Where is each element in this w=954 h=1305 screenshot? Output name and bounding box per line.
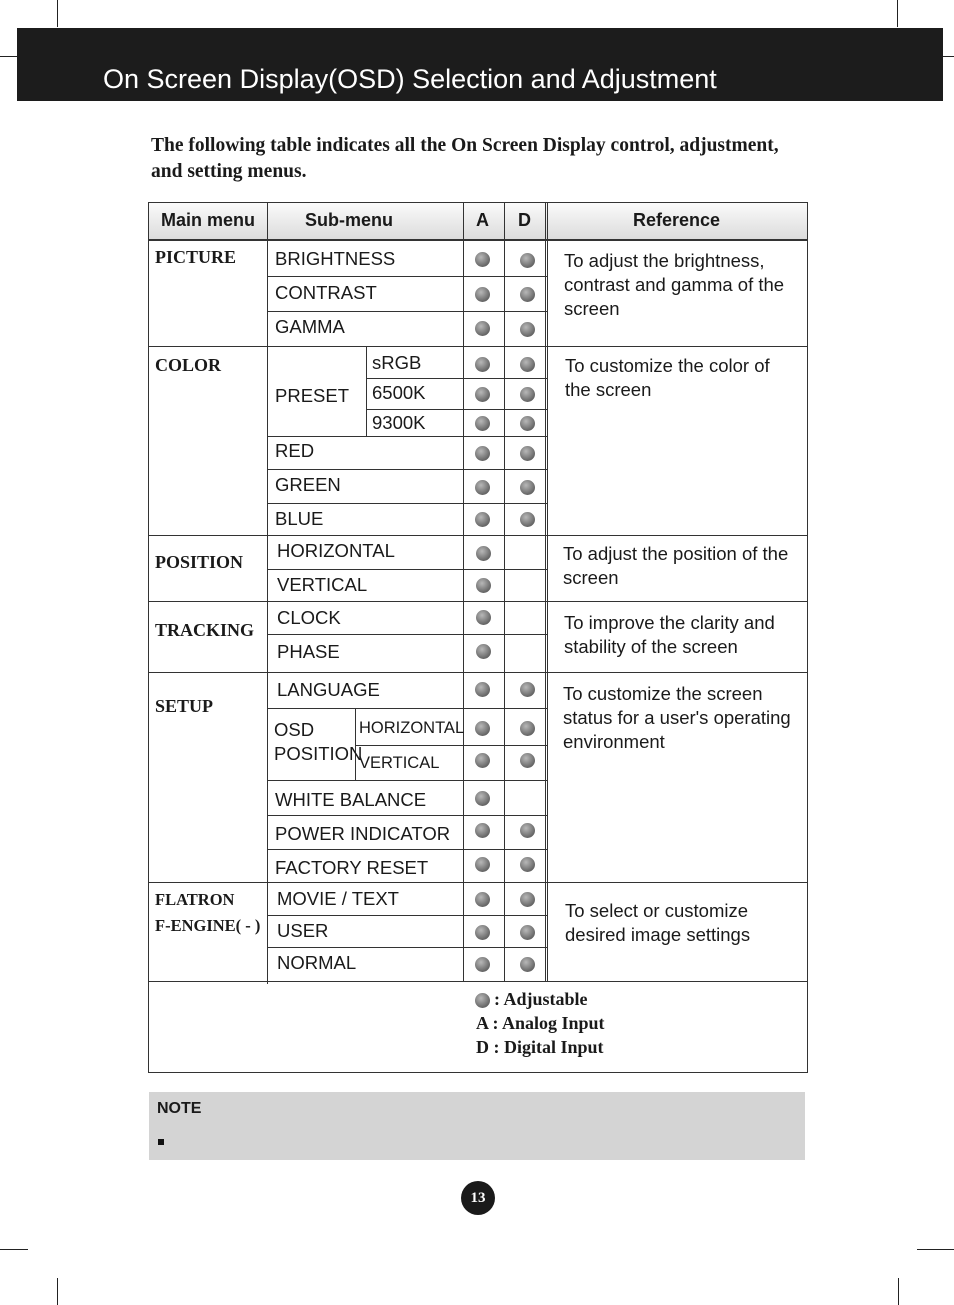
adjustable-dot <box>475 823 490 838</box>
adjustable-dot <box>520 925 535 940</box>
page-number: 13 <box>461 1181 495 1215</box>
col-line <box>547 202 548 982</box>
header-d: D <box>518 210 531 230</box>
col-line <box>463 202 464 982</box>
adjustable-dot <box>475 721 490 736</box>
submenu-movie-text: MOVIE / TEXT <box>277 888 399 909</box>
adjustable-dot <box>520 753 535 768</box>
section-rule <box>148 981 808 982</box>
adjustable-dot <box>475 925 490 940</box>
note-bullet <box>158 1139 164 1145</box>
section-rule <box>148 535 808 536</box>
row-rule <box>267 708 547 709</box>
section-rule <box>148 346 808 347</box>
submenu-osd-horizontal: HORIZONTAL <box>359 719 465 737</box>
row-rule <box>267 915 547 916</box>
row-rule <box>267 634 547 635</box>
main-menu-color: COLOR <box>155 355 222 375</box>
submenu-vertical: VERTICAL <box>277 574 368 595</box>
submenu-brightness: BRIGHTNESS <box>275 248 396 269</box>
col-line <box>366 346 367 436</box>
submenu-user: USER <box>277 920 329 941</box>
legend-digital: D : Digital Input <box>476 1037 604 1057</box>
legend-dot-icon <box>475 993 490 1008</box>
adjustable-dot <box>475 446 490 461</box>
submenu-contrast: CONTRAST <box>275 282 377 303</box>
main-menu-tracking: TRACKING <box>155 620 255 640</box>
submenu-srgb: sRGB <box>372 352 422 373</box>
adjustable-dot <box>475 753 490 768</box>
adjustable-dot <box>520 480 535 495</box>
crop-mark <box>897 0 898 27</box>
crop-mark <box>917 1249 954 1250</box>
col-line <box>267 202 268 984</box>
table-border <box>148 202 149 1073</box>
section-rule <box>148 672 808 673</box>
reference-position: To adjust the position of the screen <box>563 543 789 588</box>
reference-color: To customize the color of the screen <box>565 355 770 400</box>
submenu-osd: OSD <box>274 719 315 740</box>
section-rule <box>148 882 808 883</box>
main-menu-fengine: F-ENGINE( - ) <box>155 916 261 935</box>
adjustable-dot <box>475 512 490 527</box>
adjustable-dot <box>475 252 490 267</box>
submenu-clock: CLOCK <box>277 607 341 628</box>
adjustable-dot <box>520 823 535 838</box>
crop-mark <box>0 56 17 57</box>
row-rule <box>355 745 547 746</box>
header-rule <box>148 239 808 241</box>
intro-text: The following table indicates all the On Screen Display control, adjustment, and setting menus. <box>151 135 779 182</box>
note-title: NOTE <box>157 1100 202 1117</box>
submenu-9300k: 9300K <box>372 412 426 433</box>
adjustable-dot <box>520 416 535 431</box>
adjustable-dot <box>475 957 490 972</box>
row-rule <box>267 436 547 437</box>
adjustable-dot <box>475 480 490 495</box>
note-box <box>149 1092 805 1160</box>
main-menu-position: POSITION <box>155 552 244 572</box>
adjustable-dot <box>520 892 535 907</box>
header-a: A <box>476 210 489 230</box>
adjustable-dot <box>475 416 490 431</box>
adjustable-dot <box>520 721 535 736</box>
main-menu-setup: SETUP <box>155 696 214 716</box>
adjustable-dot <box>475 682 490 697</box>
main-menu-picture: PICTURE <box>155 247 237 267</box>
row-rule <box>267 276 547 277</box>
adjustable-dot <box>475 287 490 302</box>
submenu-osd-vertical: VERTICAL <box>359 754 440 772</box>
submenu-factory-reset: FACTORY RESET <box>275 857 429 878</box>
adjustable-dot <box>520 322 535 337</box>
crop-mark <box>57 0 58 27</box>
crop-mark <box>943 56 954 57</box>
reference-fengine: To select or customize desired image settings <box>565 900 751 945</box>
adjustable-dot <box>475 387 490 402</box>
submenu-preset: PRESET <box>275 385 350 406</box>
row-rule <box>366 378 547 379</box>
crop-mark <box>898 1278 899 1305</box>
submenu-power-indicator: POWER INDICATOR <box>275 823 451 844</box>
submenu-white-balance: WHITE BALANCE <box>275 789 427 810</box>
adjustable-dot <box>520 446 535 461</box>
adjustable-dot <box>476 644 491 659</box>
row-rule <box>267 849 547 850</box>
adjustable-dot <box>520 387 535 402</box>
adjustable-dot <box>520 957 535 972</box>
submenu-red: RED <box>275 440 315 461</box>
row-rule <box>267 311 547 312</box>
adjustable-dot <box>476 610 491 625</box>
main-menu-flatron: FLATRON <box>155 890 235 909</box>
reference-tracking: To improve the clarity and stability of the screen <box>564 612 775 657</box>
header-main-menu: Main menu <box>161 210 256 230</box>
adjustable-dot <box>520 287 535 302</box>
submenu-horizontal: HORIZONTAL <box>277 540 395 561</box>
header-reference: Reference <box>633 210 721 230</box>
col-line <box>504 202 505 982</box>
adjustable-dot <box>520 512 535 527</box>
row-rule <box>267 780 547 781</box>
submenu-green: GREEN <box>275 474 341 495</box>
submenu-blue: BLUE <box>275 508 324 529</box>
legend-adjustable: : Adjustable <box>494 989 588 1009</box>
submenu-normal: NORMAL <box>277 952 357 973</box>
col-line <box>545 202 546 982</box>
reference-picture: To adjust the brightness, contrast and gamma of the screen <box>564 250 785 319</box>
adjustable-dot <box>476 546 491 561</box>
submenu-osd-position: POSITION <box>274 743 363 764</box>
row-rule <box>267 815 547 816</box>
adjustable-dot <box>475 321 490 336</box>
submenu-6500k: 6500K <box>372 382 426 403</box>
adjustable-dot <box>476 578 491 593</box>
page-title: On Screen Display(OSD) Selection and Adjustment <box>103 64 717 94</box>
row-rule <box>267 569 547 570</box>
table-border <box>148 1072 808 1073</box>
section-rule <box>148 601 808 602</box>
row-rule <box>267 947 547 948</box>
adjustable-dot <box>475 791 490 806</box>
row-rule <box>366 409 547 410</box>
crop-mark <box>0 1249 28 1250</box>
table-border <box>148 202 808 203</box>
legend-analog: A : Analog Input <box>476 1013 605 1033</box>
adjustable-dot <box>520 857 535 872</box>
adjustable-dot <box>520 253 535 268</box>
adjustable-dot <box>475 892 490 907</box>
adjustable-dot <box>520 357 535 372</box>
header-sub-menu: Sub-menu <box>305 210 393 230</box>
table-border <box>807 202 808 1073</box>
submenu-gamma: GAMMA <box>275 316 345 337</box>
reference-setup: To customize the screen status for a user's operating environment <box>563 683 791 752</box>
row-rule <box>267 503 547 504</box>
crop-mark <box>57 1278 58 1305</box>
adjustable-dot <box>475 357 490 372</box>
adjustable-dot <box>520 682 535 697</box>
adjustable-dot <box>475 857 490 872</box>
row-rule <box>267 469 547 470</box>
submenu-phase: PHASE <box>277 641 340 662</box>
submenu-language: LANGUAGE <box>277 679 380 700</box>
